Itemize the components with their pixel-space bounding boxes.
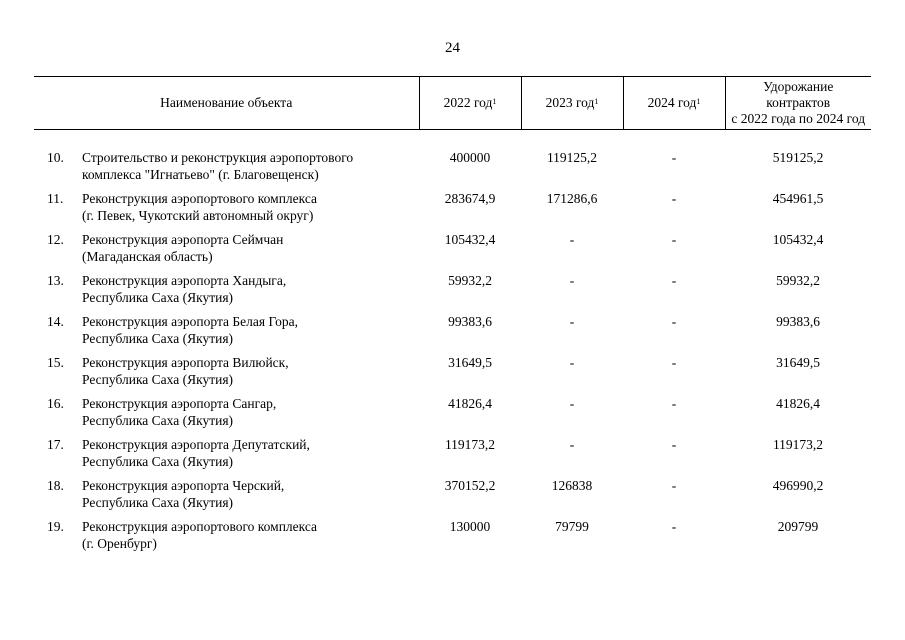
value-2023: 126838	[551, 478, 593, 493]
object-name-line: Реконструкция аэропорта Депутатский,	[82, 437, 310, 452]
row-number: 12.	[47, 232, 64, 247]
header-2022: 2022 год$^1$	[419, 77, 521, 130]
value-total: 105432,4	[772, 232, 824, 247]
value-2024: -	[671, 150, 677, 165]
value-2024: -	[671, 478, 677, 493]
object-name-line: Реконструкция аэропортового комплекса	[82, 191, 318, 206]
object-name	[80, 272, 419, 313]
row-number: 11.	[47, 191, 64, 206]
object-name-line: Реконструкция аэропорта Черский,	[82, 478, 285, 493]
value-2023: -	[569, 437, 575, 452]
value-2022: 130000	[449, 519, 491, 534]
header-2024: 2024 год$^1$	[623, 77, 725, 130]
table-row	[34, 231, 871, 272]
value-2023: -	[569, 232, 575, 247]
object-name-line: Республика Саха (Якутия)	[82, 413, 234, 428]
value-total: 119173,2	[772, 437, 824, 452]
value-2023: 79799	[555, 519, 589, 534]
value-2024: -	[671, 232, 677, 247]
object-name-line: Республика Саха (Якутия)	[82, 454, 234, 469]
value-total: 496990,2	[772, 478, 824, 493]
value-2023: -	[569, 273, 575, 288]
value-2023: -	[569, 396, 575, 411]
value-2024: -	[671, 519, 677, 534]
value-2023: 171286,6	[546, 191, 598, 206]
value-2023: -	[569, 314, 575, 329]
footnote-mark: 1	[492, 97, 497, 106]
object-name-line: Реконструкция аэропорта Вилюйск,	[82, 355, 289, 370]
table-row	[34, 436, 871, 477]
contracts-table	[34, 76, 871, 559]
object-name	[80, 313, 419, 354]
value-2022: 400000	[449, 150, 491, 165]
object-name-line: (г. Оренбург)	[82, 536, 157, 551]
value-total: 209799	[777, 519, 819, 534]
value-2024: -	[671, 314, 677, 329]
object-name-line: Реконструкция аэропортового комплекса	[82, 519, 318, 534]
object-name	[80, 395, 419, 436]
row-number: 19.	[47, 519, 64, 534]
table-row	[34, 313, 871, 354]
object-name-line: Республика Саха (Якутия)	[82, 331, 234, 346]
table-row	[34, 518, 871, 559]
value-2022: 41826,4	[448, 396, 492, 411]
header-object-name: Наименование объекта	[34, 77, 419, 130]
value-2024: -	[671, 437, 677, 452]
table-row	[34, 395, 871, 436]
row-number: 15.	[47, 355, 64, 370]
object-name-line: Реконструкция аэропорта Хандыга,	[82, 273, 287, 288]
object-name	[80, 477, 419, 518]
object-name-line: (Магаданская область)	[82, 249, 213, 264]
table-row	[34, 149, 871, 190]
header-2023: 2023 год$^1$	[521, 77, 623, 130]
table-row	[34, 272, 871, 313]
value-total: 31649,5	[776, 355, 820, 370]
value-2022: 370152,2	[444, 478, 496, 493]
row-number: 14.	[47, 314, 64, 329]
object-name	[80, 190, 419, 231]
object-name	[80, 436, 419, 477]
value-2023: -	[569, 355, 575, 370]
object-name-line: Республика Саха (Якутия)	[82, 495, 234, 510]
object-name-line: комплекса "Игнатьево" (г. Благовещенск)	[82, 167, 319, 182]
value-2022: 105432,4	[444, 232, 496, 247]
row-number: 18.	[47, 478, 64, 493]
object-name	[80, 518, 419, 559]
value-2024: -	[671, 355, 677, 370]
value-total: 454961,5	[772, 191, 824, 206]
table-row	[34, 190, 871, 231]
row-number: 13.	[47, 273, 64, 288]
value-2022: 31649,5	[448, 355, 492, 370]
value-total: 99383,6	[776, 314, 820, 329]
footnote-mark: 1	[696, 97, 701, 106]
value-total: 41826,4	[776, 396, 820, 411]
value-2022: 99383,6	[448, 314, 492, 329]
table-row	[34, 477, 871, 518]
table-row	[34, 354, 871, 395]
object-name-line: Реконструкция аэропорта Белая Гора,	[82, 314, 298, 329]
value-total: 59932,2	[776, 273, 820, 288]
header-contract-increase: Удорожание контрактов с 2022 года по 2024 год	[725, 77, 871, 130]
page-number: 24	[445, 40, 460, 56]
value-2024: -	[671, 273, 677, 288]
value-2023: 119125,2	[546, 150, 598, 165]
value-2022: 119173,2	[444, 437, 496, 452]
footnote-mark: 1	[594, 97, 599, 106]
object-name	[80, 231, 419, 272]
table-header-row	[34, 77, 871, 130]
object-name	[80, 149, 419, 190]
row-number: 17.	[47, 437, 64, 452]
row-number: 16.	[47, 396, 64, 411]
value-2022: 283674,9	[444, 191, 496, 206]
object-name	[80, 354, 419, 395]
object-name-line: Строительство и реконструкция аэропортового	[82, 150, 354, 165]
object-name-line: Республика Саха (Якутия)	[82, 372, 234, 387]
row-number: 10.	[47, 150, 64, 165]
object-name-line: Республика Саха (Якутия)	[82, 290, 234, 305]
object-name-line: Реконструкция аэропорта Сангар,	[82, 396, 277, 411]
object-name-line: (г. Певек, Чукотский автономный округ)	[82, 208, 314, 223]
value-2022: 59932,2	[448, 273, 492, 288]
value-2024: -	[671, 396, 677, 411]
object-name-line: Реконструкция аэропорта Сеймчан	[82, 232, 284, 247]
value-total: 519125,2	[772, 150, 824, 165]
value-2024: -	[671, 191, 677, 206]
